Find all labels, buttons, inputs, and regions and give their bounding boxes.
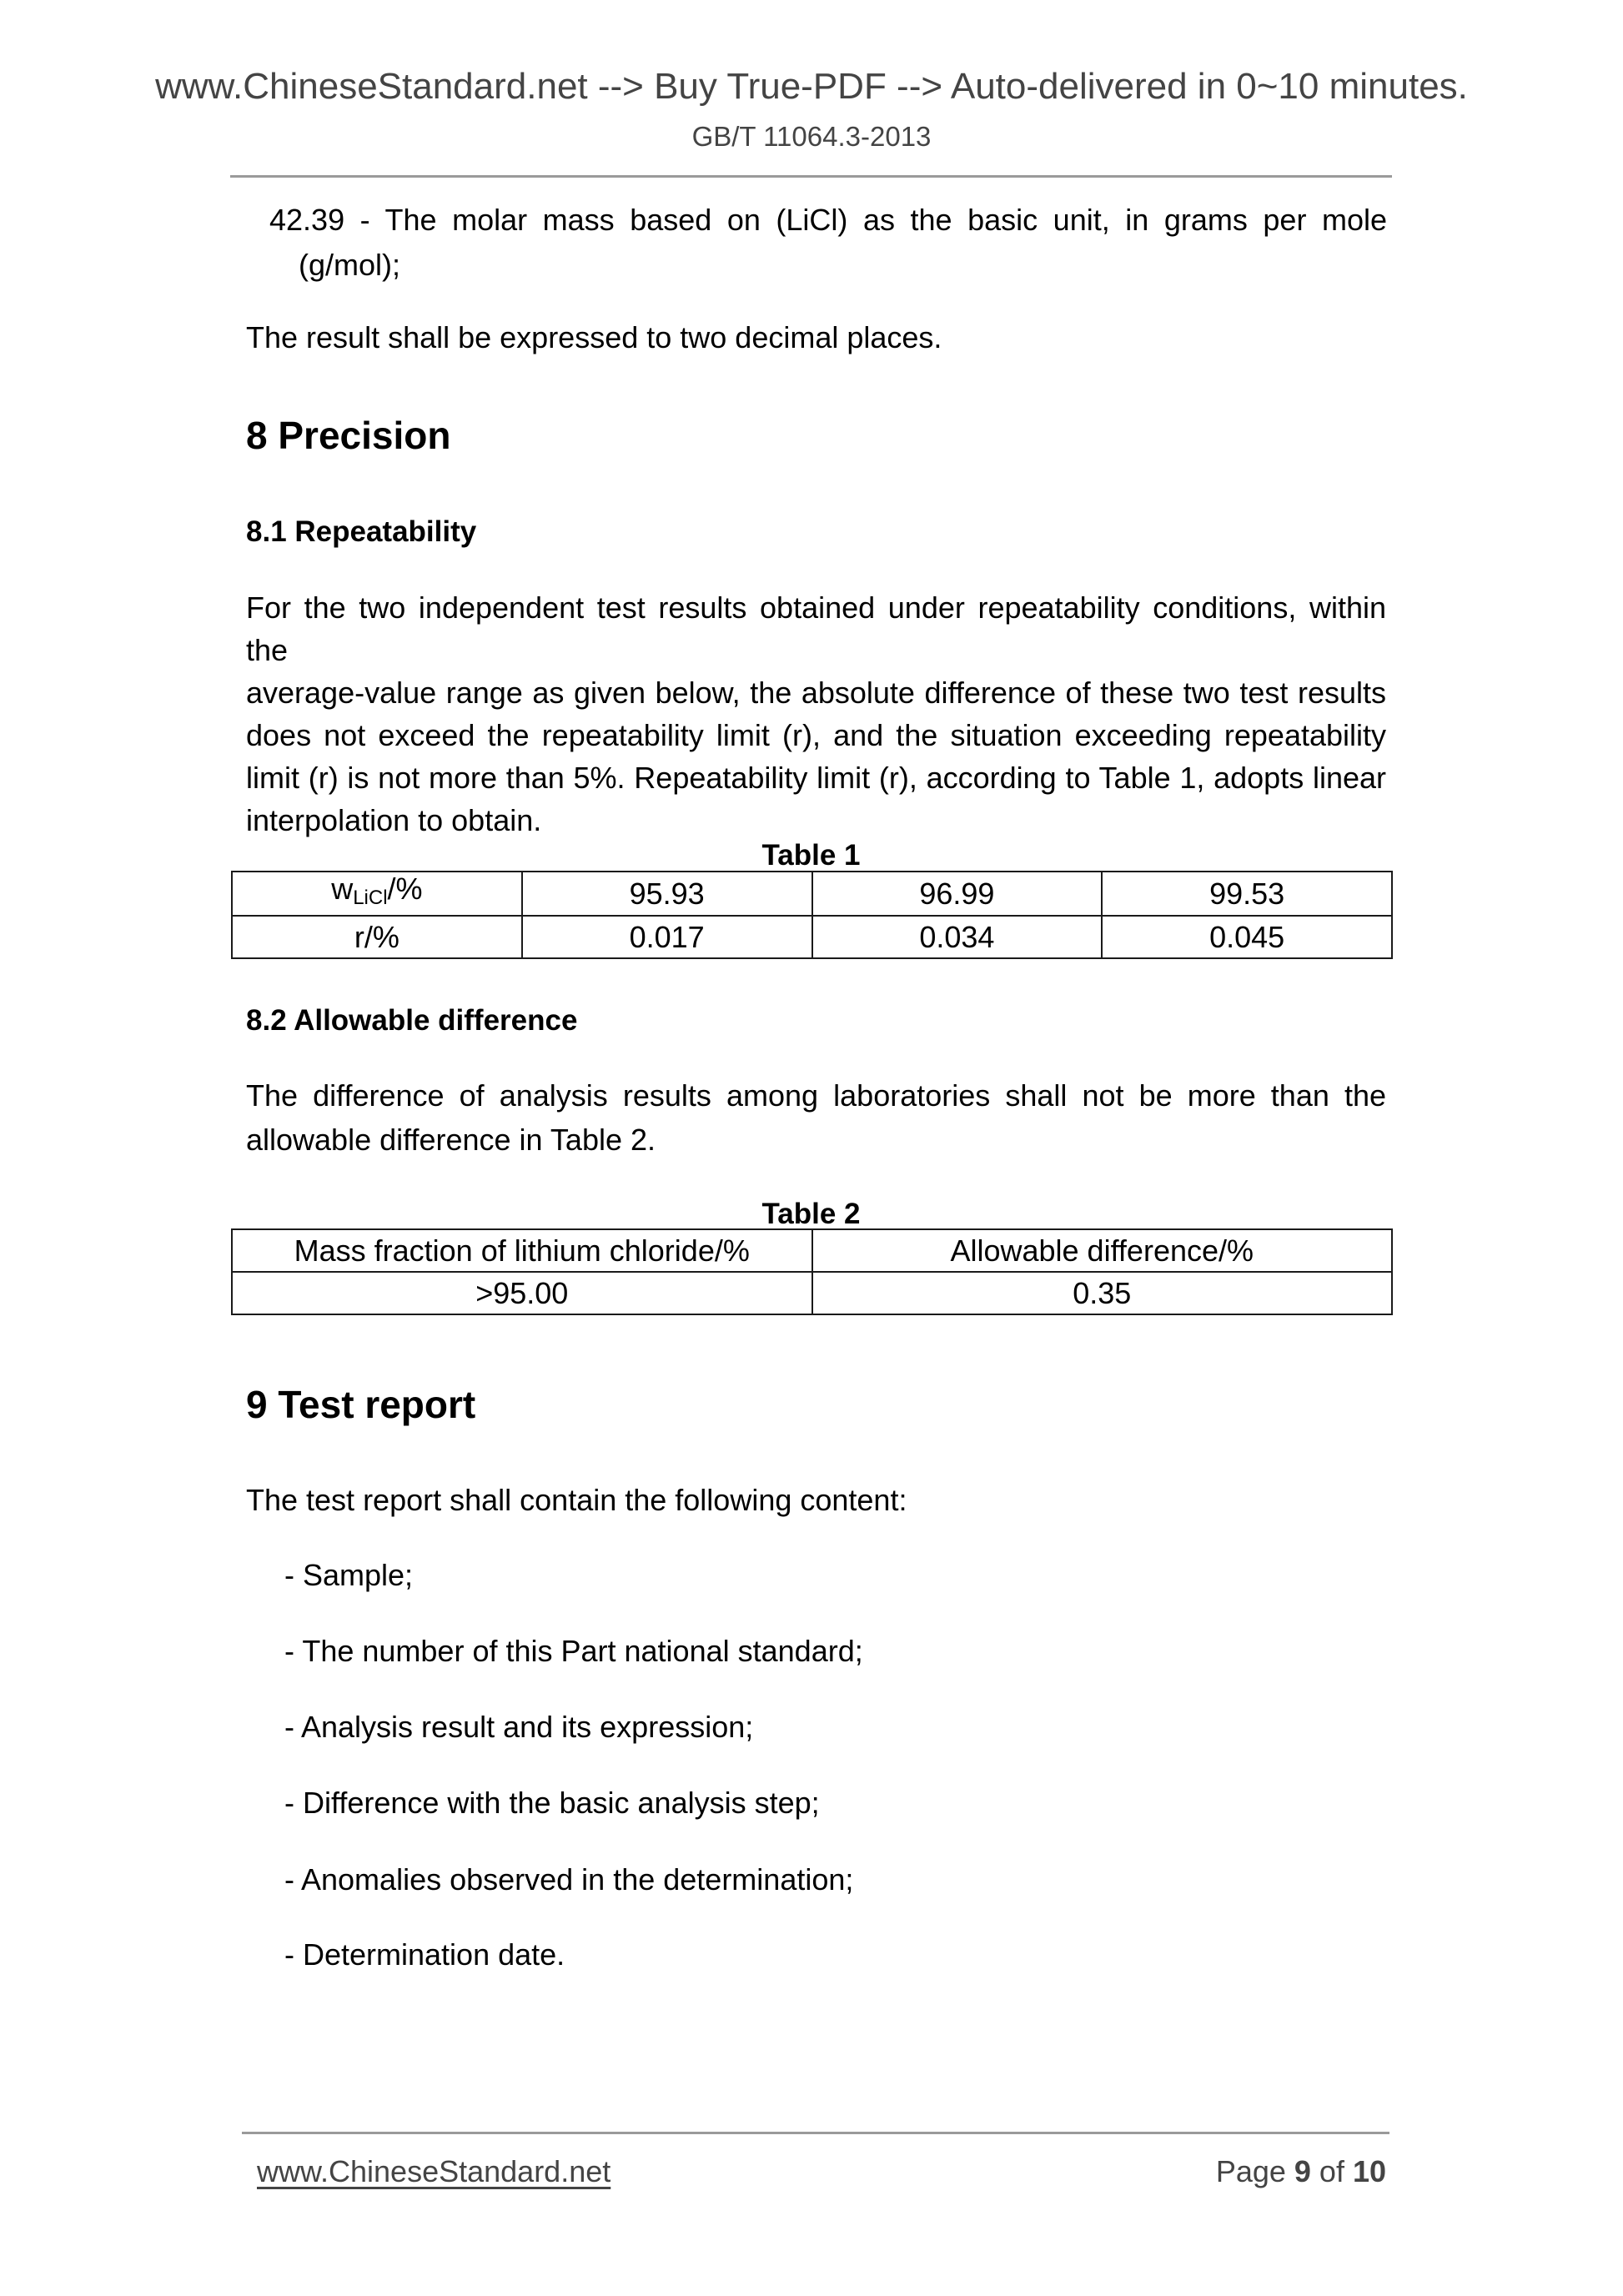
page-current: 9 [1294, 2154, 1311, 2188]
list-item: - The number of this Part national standard; [284, 1634, 863, 1668]
paragraph-line: does not exceed the repeatability limit (r), and the situation exceeding repeatability [246, 718, 1386, 752]
table-1 [231, 871, 1393, 959]
table-header-cell: Allowable difference/% [812, 1229, 1393, 1272]
table-row [232, 916, 1392, 958]
definition-line-2: (g/mol); [299, 248, 401, 282]
paragraph-line: For the two independent test results obtained under repeatability conditions, within the [246, 590, 1386, 667]
standard-code: GB/T 11064.3-2013 [691, 121, 932, 152]
table-cell: >95.00 [232, 1272, 812, 1314]
section-8-2-title: 8.2 Allowable difference [246, 1004, 578, 1037]
table-cell: 0.034 [812, 916, 1103, 958]
percent-suffix: /% [387, 872, 423, 906]
paragraph-line: interpolation to obtain. [246, 803, 542, 837]
list-item: - Analysis result and its expression; [284, 1710, 754, 1744]
paragraph-line: allowable difference in Table 2. [246, 1123, 656, 1157]
paragraph-line: limit (r) is not more than 5%. Repeatability limit (r), according to Table 1, adopts linear [246, 761, 1386, 795]
footer-divider [242, 2132, 1389, 2134]
repeatability-paragraph [246, 586, 1386, 842]
list-item: - Sample; [284, 1558, 414, 1592]
table-cell: 96.99 [812, 872, 1103, 916]
allowable-difference-paragraph [246, 1074, 1386, 1161]
definition-line-1: 42.39 - The molar mass based on (LiCl) as the basic unit, in grams per mole [269, 203, 1387, 237]
table-cell: 0.017 [522, 916, 812, 958]
page-total: 10 [1352, 2154, 1386, 2188]
page-prefix: Page [1215, 2154, 1294, 2188]
table-cell-label: r/% [232, 916, 522, 958]
table-1-caption: Table 1 [761, 839, 861, 872]
section-8-title: 8 Precision [246, 414, 451, 457]
result-note: The result shall be expressed to two decimal places. [246, 320, 942, 354]
table-2-caption: Table 2 [761, 1198, 861, 1230]
list-item: - Determination date. [284, 1937, 565, 1972]
section-9-title: 9 Test report [246, 1383, 476, 1426]
table-cell: 99.53 [1102, 872, 1392, 916]
licl-subscript: LiCl [353, 887, 388, 909]
table-row [232, 872, 1392, 916]
table-2 [231, 1228, 1393, 1315]
footer-website-link[interactable]: www.ChineseStandard.net [257, 2154, 611, 2188]
table-cell: 95.93 [522, 872, 812, 916]
table-cell: 0.045 [1102, 916, 1392, 958]
test-report-intro: The test report shall contain the following content: [246, 1483, 907, 1517]
section-8-1-title: 8.1 Repeatability [246, 515, 477, 548]
paragraph-line: average-value range as given below, the absolute difference of these two test results [246, 676, 1386, 710]
table-header-row [232, 1229, 1392, 1272]
list-item: - Difference with the basic analysis step; [284, 1786, 820, 1820]
table-row [232, 1272, 1392, 1314]
table-cell-label [232, 872, 522, 916]
header-divider [230, 175, 1392, 178]
header-banner: www.ChineseStandard.net --> Buy True-PDF --> Auto-delivered in 0~10 minutes. [155, 66, 1468, 107]
table-header-cell: Mass fraction of lithium chloride/% [232, 1229, 812, 1272]
page-indicator [1084, 2153, 1386, 2190]
page-mid: of [1310, 2154, 1353, 2188]
table-cell: 0.35 [812, 1272, 1393, 1314]
list-item: - Anomalies observed in the determination; [284, 1862, 854, 1897]
paragraph-line: The difference of analysis results among laboratories shall not be more than the [246, 1078, 1386, 1113]
w-symbol: w [331, 872, 354, 906]
